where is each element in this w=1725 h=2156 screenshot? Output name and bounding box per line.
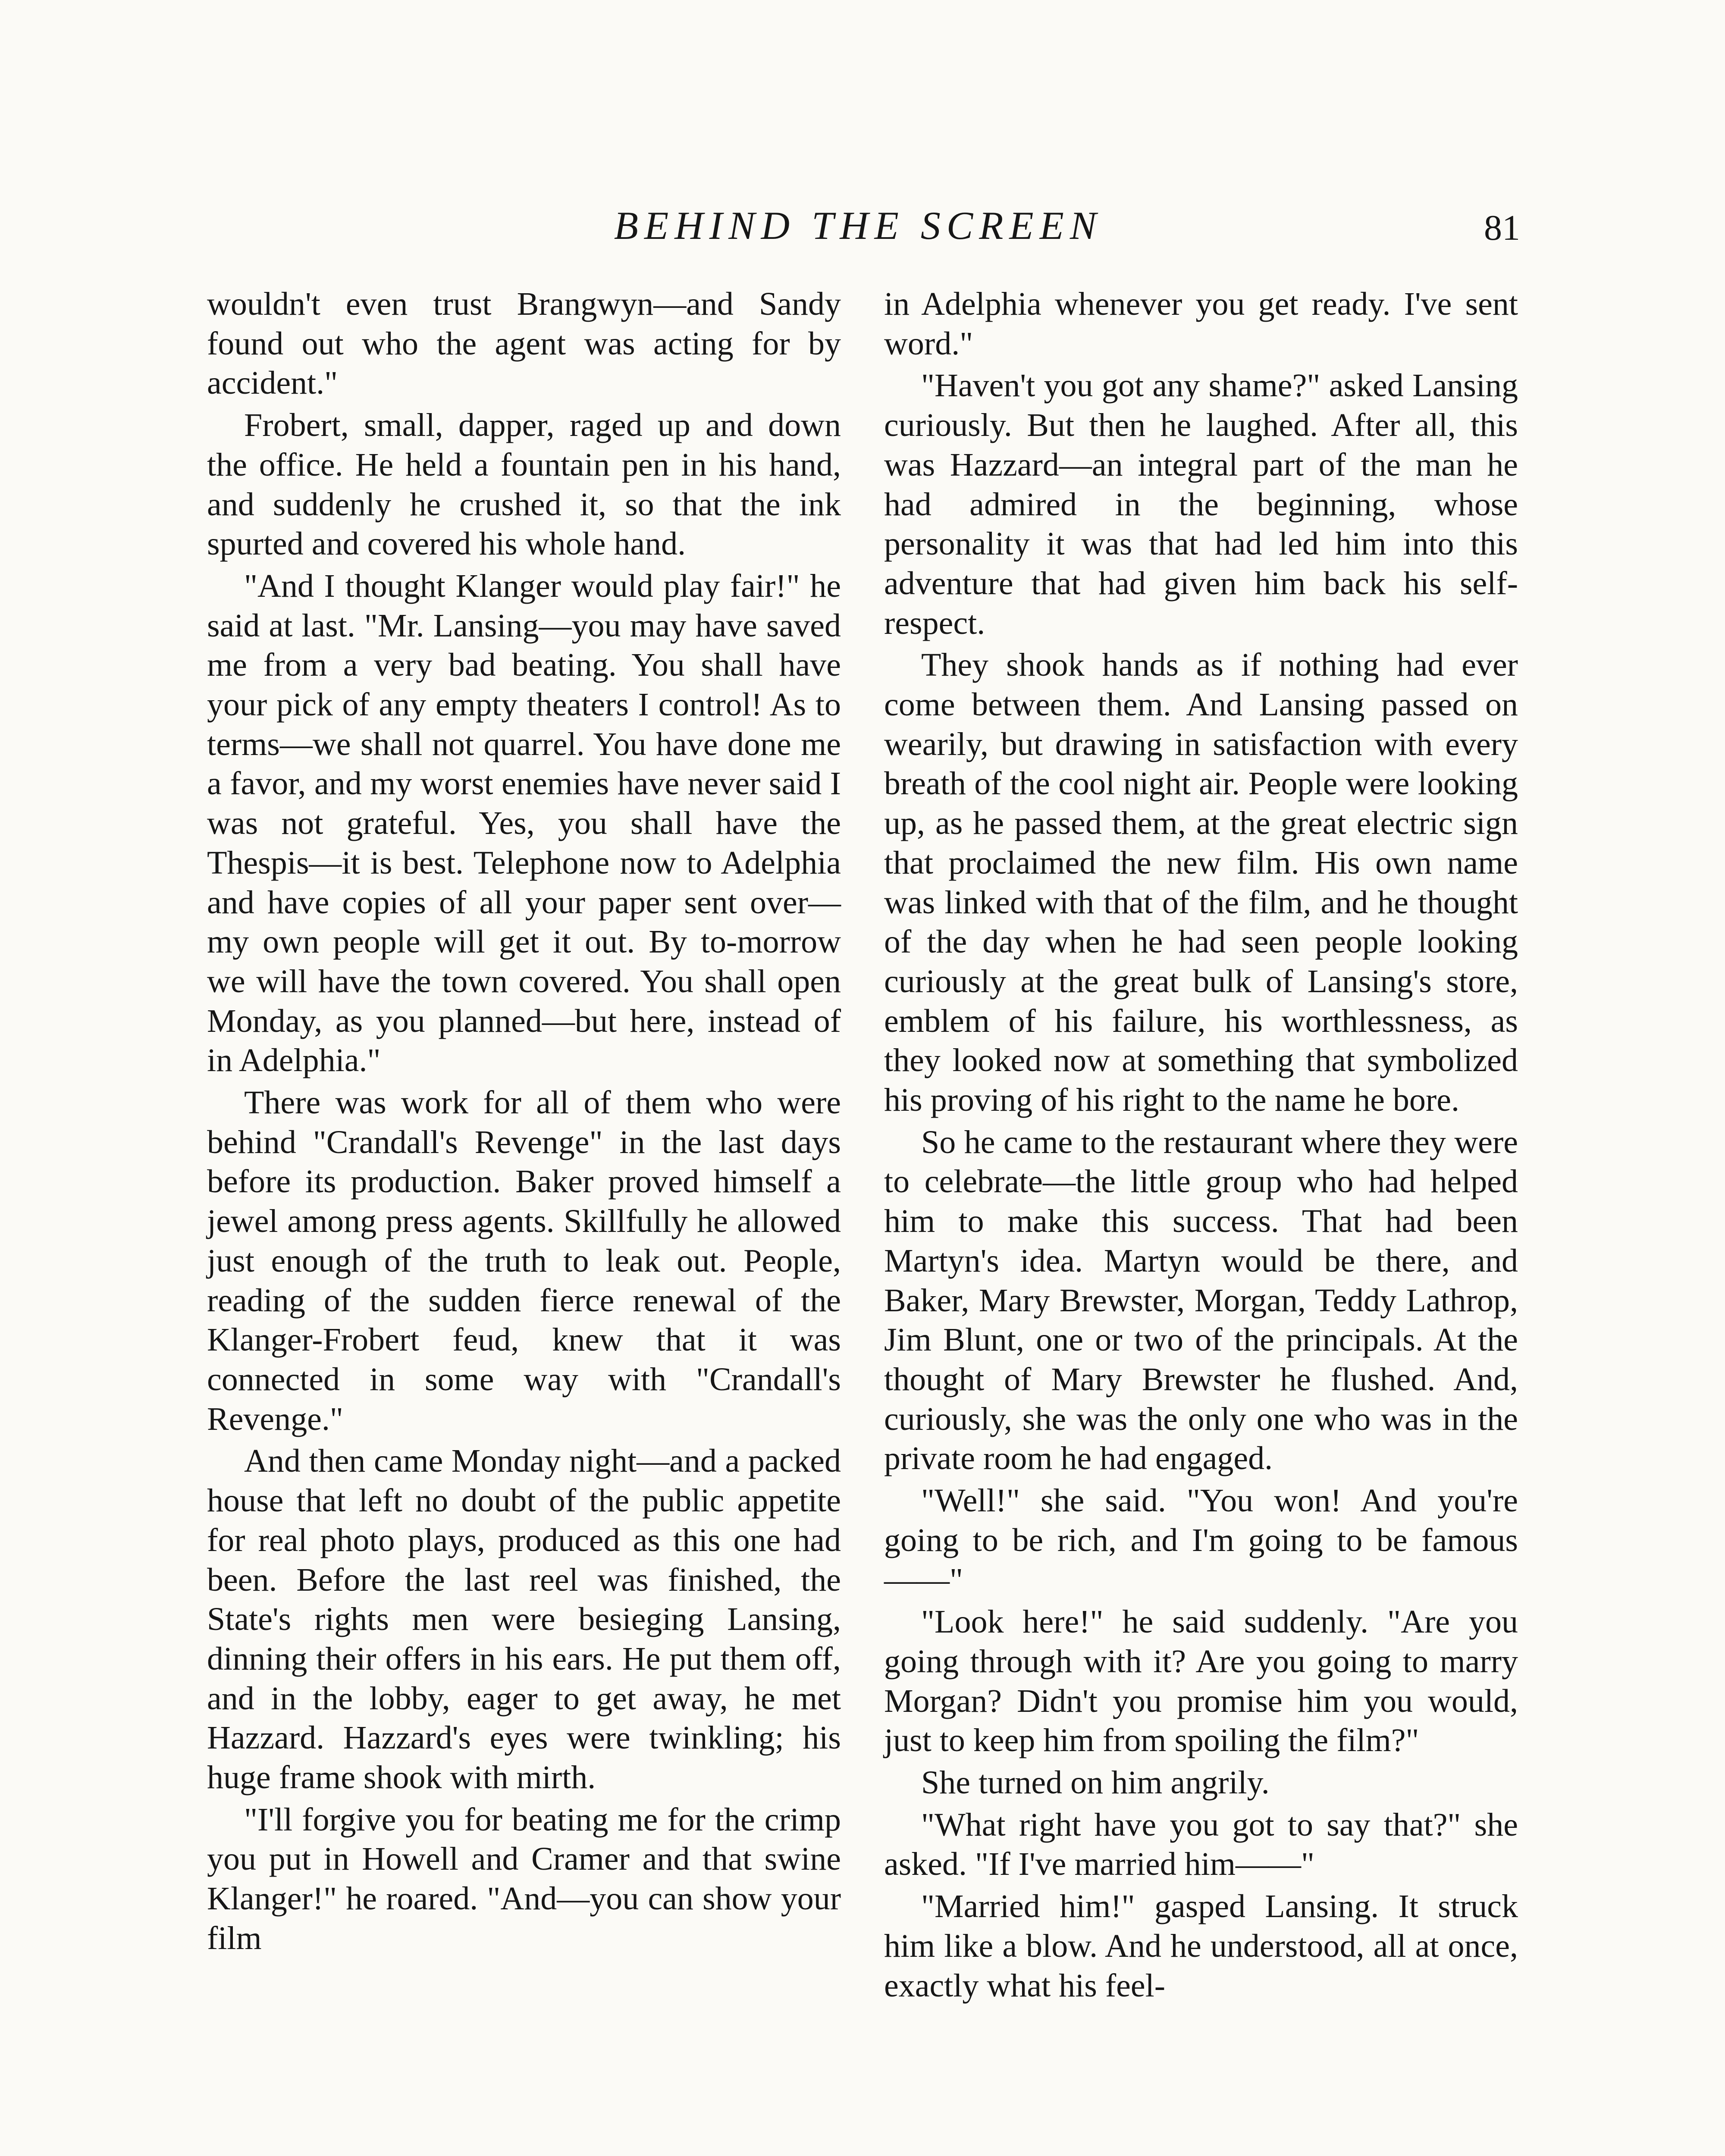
paragraph: wouldn't even trust Brangwyn—and Sandy found out who the agent was acting for by accident." [207,286,841,401]
paragraph: "What right have you got to say that?" she asked. "If I've married him——" [884,1806,1518,1883]
paragraph: "Haven't you got any shame?" asked Lansing curiously. But then he laughed. After all, this was Hazzard—an integral part of the man he had admired in the beginning, whose personality it was that had led him into this adventure that had given him back his self-respect. [884,367,1518,641]
left-column [207,285,841,1961]
page-number: 81 [1484,208,1520,248]
paragraph: "Well!" she said. "You won! And you're going to be rich, and I'm going to be famous——" [884,1482,1518,1598]
paragraph: So he came to the restaurant where they were to celebrate—the little group who had helped him to make this success. That had been Martyn's idea. Martyn would be there, and Baker, Mary Brewster, Morgan, Teddy Lathrop, Jim Blunt, one or two of the principals. At the thought of Mary Brewster he flushed. And, curiously, she was the only one who was in the private room he had engaged. [884,1124,1518,1477]
paragraph: in Adelphia whenever you get ready. I've sent word." [884,286,1518,362]
paragraph: There was work for all of them who were behind "Crandall's Revenge" in the last days before its production. Baker proved himself a jewel among press agents. Skillfully he allowed just enough of the truth to leak out. People, reading of the sudden fierce renewal of the Klanger-Frobert feud, knew that it was connected in some way with "Crandall's Revenge." [207,1084,841,1437]
right-column [884,285,1518,2008]
running-head: BEHIND THE SCREEN [614,204,1103,248]
paragraph: "I'll forgive you for beating me for the crimp you put in Howell and Cramer and that swine Klanger!" he roared. "And—you can show your film [207,1801,841,1956]
paragraph: "Married him!" gasped Lansing. It struck him like a blow. And he understood, all at once, exactly what his feel- [884,1888,1518,2004]
paragraph: They shook hands as if nothing had ever come between them. And Lansing passed on wearily, but drawing in satisfaction with every breath of the cool night air. People were looking up, as he passed them, at the great electric sign that proclaimed the new film. His own name was linked with that of the film, and he thought of the day when he had seen people looking curiously at the great bulk of Lansing's store, emblem of his failure, his worthlessness, as they looked now at something that symbolized his proving of his right to the name he bore. [884,647,1518,1119]
paragraph: Frobert, small, dapper, raged up and down the office. He held a fountain pen in his hand, and suddenly he crushed it, so that the ink spurted and covered his whole hand. [207,407,841,562]
paragraph: "Look here!" he said suddenly. "Are you going through with it? Are you going to marry Morgan? Didn't you promise him you would, just to keep him from spoiling the film?" [884,1604,1518,1759]
paragraph: And then came Monday night—and a packed house that left no doubt of the public appetite for real photo plays, produced as this one had been. Before the last reel was finished, the State's rights men were besieging Lansing, dinning their offers in his ears. He put them off, and in the lobby, eager to get away, he met Hazzard. Hazzard's eyes were twinkling; his huge frame shook with mirth. [207,1443,841,1796]
paragraph: "And I thought Klanger would play fair!" he said at last. "Mr. Lansing—you may have saved me from a very bad beating. You shall have your pick of any empty theaters I control! As to terms—we shall not quarrel. You have done me a favor, and my worst enemies have never said I was not grateful. Yes, you shall have the Thespis—it is best. Telephone now to Adelphia and have copies of all your paper sent over—my own people will get it out. By to-morrow we will have the town covered. You shall open Monday, as you planned—but here, instead of in Adelphia." [207,567,841,1079]
paragraph: She turned on him angrily. [921,1764,1270,1801]
